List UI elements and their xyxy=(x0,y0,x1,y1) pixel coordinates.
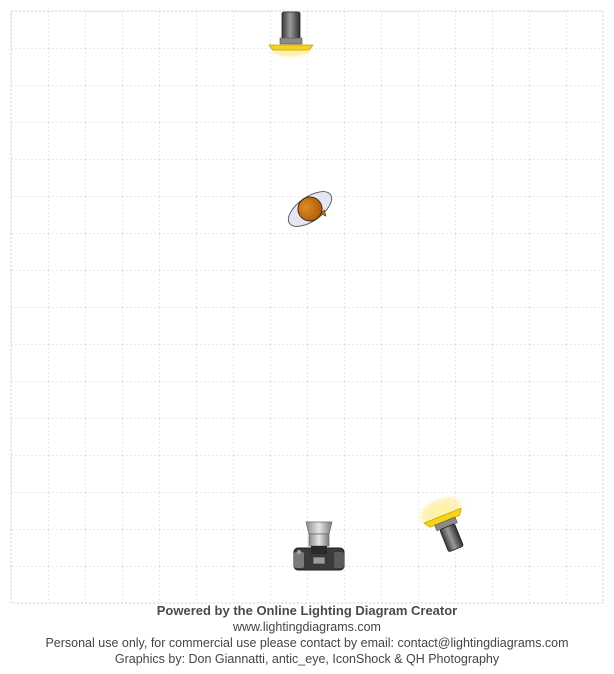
grid xyxy=(11,11,603,603)
website-link[interactable]: www.lightingdiagrams.com xyxy=(233,620,381,634)
graphics-credits-text: Graphics by: Don Giannatti, antic_eye, IconShock & QH Photography xyxy=(114,652,500,666)
powered-by-text: Powered by the Online Lighting Diagram Creator xyxy=(156,603,458,618)
license-text: Personal use only, for commercial use please contact by email: contact@lightingdiagrams.com xyxy=(45,636,569,650)
